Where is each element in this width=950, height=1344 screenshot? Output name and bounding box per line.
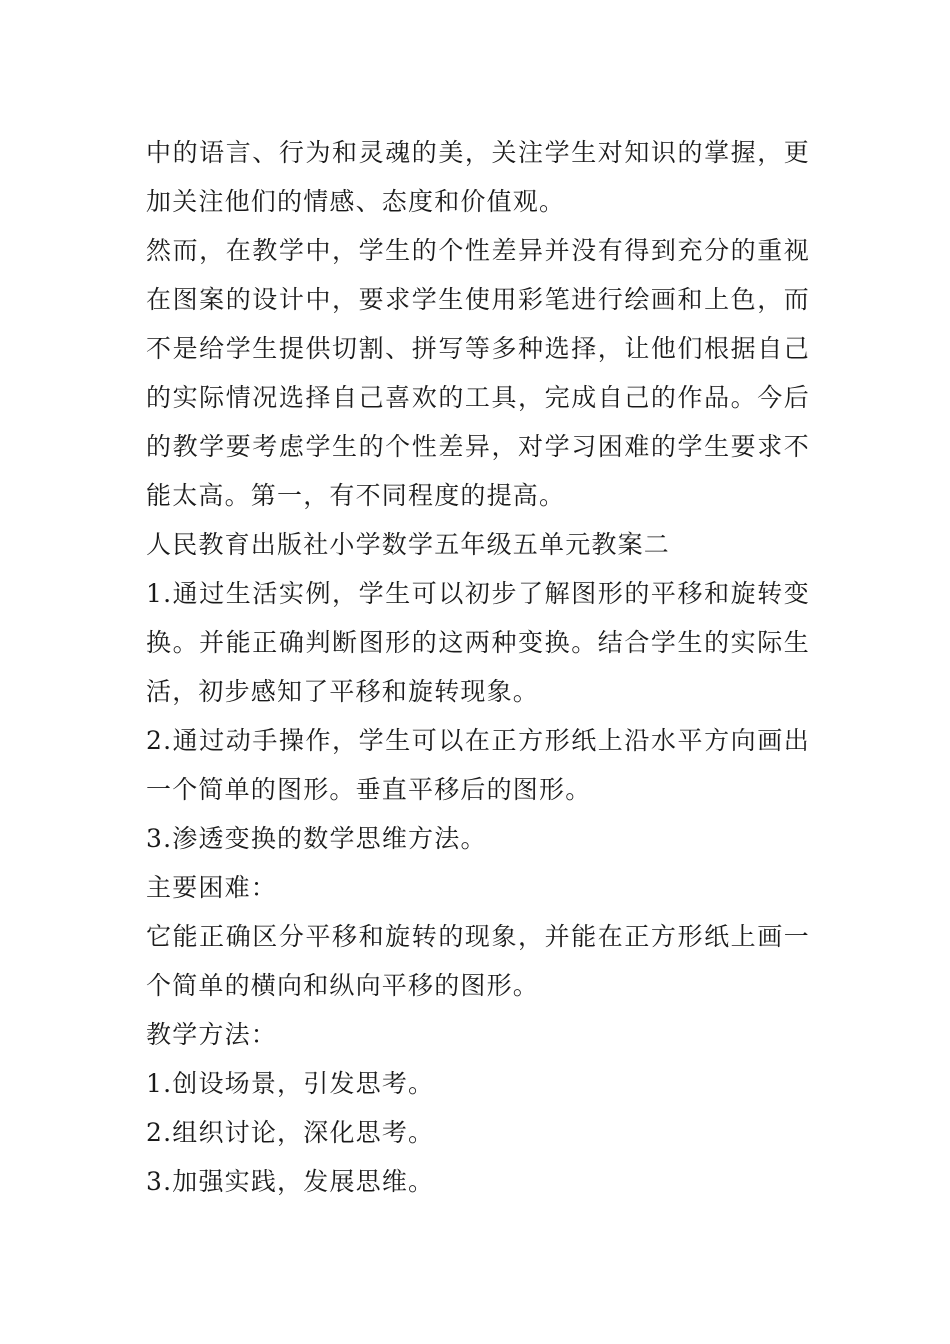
method-item-3: 3.加强实践，发展思维。 <box>146 1167 435 1196</box>
objective-item-1: 1.通过生活实例，学生可以初步了解图形的平移和旋转变换。并能正确判断图形的这两种变换。结合学生的实际生活，初步感知了平移和旋转现象。 <box>146 579 810 706</box>
document-body <box>146 128 810 1206</box>
objective-item-2: 2.通过动手操作，学生可以在正方形纸上沿水平方向画出一个简单的图形。垂直平移后的图形。 <box>146 726 810 804</box>
difficulty-text: 它能正确区分平移和旋转的现象，并能在正方形纸上画一个简单的横向和纵向平移的图形。 <box>146 922 810 1000</box>
difficulty-heading: 主要困难： <box>146 873 278 902</box>
paragraph-continued-text: 中的语言、行为和灵魂的美，关注学生对知识的掌握，更加关注他们的情感、态度和价值观。 <box>146 138 810 216</box>
paragraph-reflection: 然而，在教学中，学生的个性差异并没有得到充分的重视在图案的设计中，要求学生使用彩笔进行绘画和上色，而不是给学生提供切割、拼写等多种选择，让他们根据自己的实际情况选择自己喜欢的工具，完成自己的作品。今后的教学要考虑学生的个性差异，对学习困难的学生要求不能太高。第一，有不同程度的提高。 <box>146 236 810 510</box>
section-title: 人民教育出版社小学数学五年级五单元教案二 <box>146 530 671 559</box>
method-heading: 教学方法： <box>146 1020 278 1049</box>
objective-item-3: 3.渗透变换的数学思维方法。 <box>146 824 487 853</box>
method-item-1: 1.创设场景，引发思考。 <box>146 1069 435 1098</box>
method-item-2: 2.组织讨论，深化思考。 <box>146 1118 435 1147</box>
